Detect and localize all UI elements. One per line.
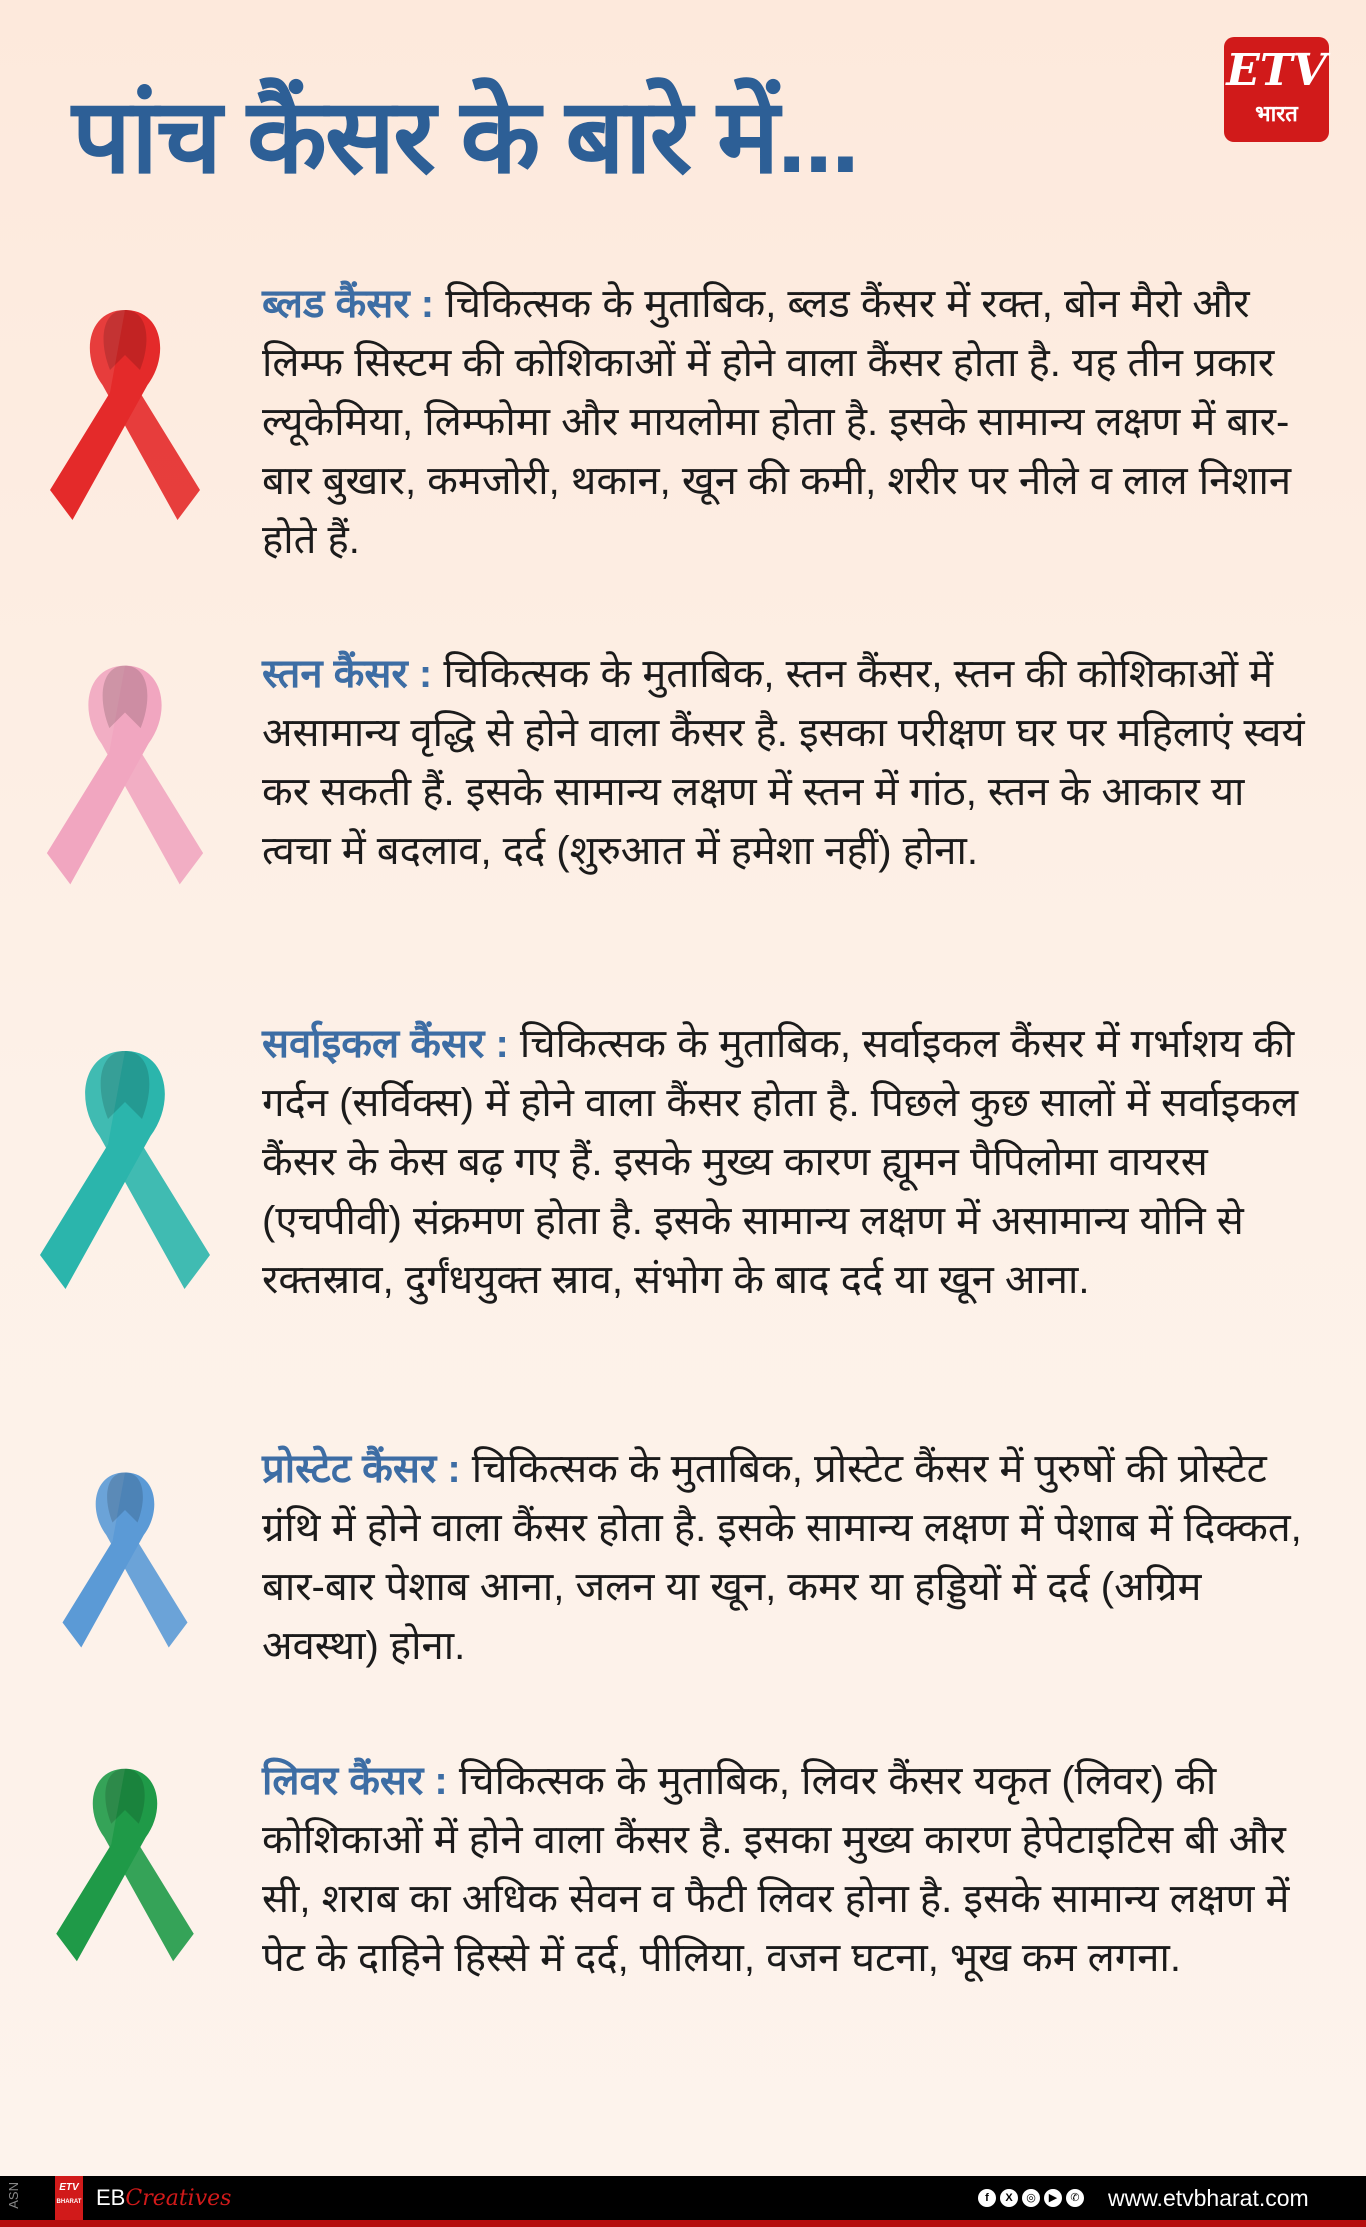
ribbon-icon [40, 295, 210, 535]
instagram-icon[interactable]: ◎ [1022, 2189, 1040, 2207]
etv-bharat-logo [1224, 37, 1329, 142]
section-text [262, 275, 1322, 570]
footer-logo-sub: BHARAT [56, 2199, 82, 2205]
x-icon[interactable]: X [1000, 2189, 1018, 2207]
page-title: पांच कैंसर के बारे में... [72, 79, 858, 195]
section-body: चिकित्सक के मुताबिक, सर्वाइकल कैंसर में गर्भाशय की गर्दन (सर्विक्स) में होने वाला कैंसर होता है. पिछले कुछ सालों में सर्वाइकल कैंसर के केस बढ़ गए हैं. इसके मुख्य कारण ह्यूमन पैपिलोमा वायरस (एचपीवी) संक्रमण होता है. इसके सामान्य लक्षण में असामान्य योनि से रक्तस्राव, दुर्गंधयुक्त स्राव, संभोग के बाद दर्द या खून आना. [262, 1022, 1299, 1302]
section-body: चिकित्सक के मुताबिक, ब्लड कैंसर में रक्त, बोन मैरो और लिम्फ सिस्टम की कोशिकाओं में होने वाला कैंसर होता है. यह तीन प्रकार ल्यूकेमिया, लिम्फोमा और मायलोमा होता है. इसके सामान्य लक्षण में बार-बार बुखार, कमजोरी, थकान, खून की कमी, शरीर पर नीले व लाल निशान होते हैं. [262, 282, 1292, 562]
section-label: लिवर कैंसर : [262, 1759, 448, 1803]
section-body: चिकित्सक के मुताबिक, लिवर कैंसर यकृत (लिवर) की कोशिकाओं में होने वाला कैंसर है. इसका मुख्य कारण हेपेटाइटिस बी और सी, शराब का अधिक सेवन व फैटी लिवर होना है. इसके सामान्य लक्षण में पेट के दाहिने हिस्से में दर्द, पीलिया, वजन घटना, भूख कम लगना. [262, 1759, 1290, 1980]
whatsapp-icon[interactable]: ✆ [1066, 2189, 1084, 2207]
creatives-text: Creatives [125, 2186, 232, 2211]
ribbon-icon [40, 1020, 210, 1320]
website-link[interactable]: www.etvbharat.com [1108, 2185, 1309, 2211]
eb-text: EB [96, 2185, 126, 2210]
section-text [262, 1752, 1322, 1988]
section-label: प्रोस्टेट कैंसर : [262, 1447, 461, 1491]
footer-logo [55, 2176, 83, 2220]
facebook-icon[interactable]: f [978, 2189, 996, 2207]
youtube-icon[interactable]: ▶ [1044, 2189, 1062, 2207]
section-body: चिकित्सक के मुताबिक, स्तन कैंसर, स्तन की कोशिकाओं में असामान्य वृद्धि से होने वाला कैंसर है. इसका परीक्षण घर पर महिलाएं स्वयं कर सकती हैं. इसके सामान्य लक्षण में स्तन में गांठ, स्तन के आकार या त्वचा में बदलाव, दर्द (शुरुआत में हमेशा नहीं) होना. [262, 652, 1305, 873]
logo-text: ETV [1226, 45, 1327, 96]
section-body: चिकित्सक के मुताबिक, प्रोस्टेट कैंसर में पुरुषों की प्रोस्टेट ग्रंथि में होने वाला कैंसर होता है. इसके सामान्य लक्षण में पेशाब में दिक्कत, बार-बार पेशाब आना, जलन या खून, कमर या हड्डियों में दर्द (अग्रिम अवस्था) होना. [262, 1447, 1302, 1668]
section-label: ब्लड कैंसर : [262, 282, 435, 326]
eb-creatives [96, 2185, 231, 2211]
ribbon-icon [40, 650, 210, 900]
logo-subtext: भारत [1255, 101, 1298, 126]
footer-red-strip [0, 2220, 1366, 2227]
section-text [262, 1015, 1322, 1310]
footer [0, 2176, 1366, 2227]
asn-label: ASN [6, 2182, 21, 2209]
ribbon-icon [40, 1755, 210, 1975]
section-label: स्तन कैंसर : [262, 652, 433, 696]
social-icons [978, 2189, 1084, 2207]
ribbon-icon [40, 1460, 210, 1660]
section-label: सर्वाइकल कैंसर : [262, 1022, 509, 1066]
section-text [262, 645, 1322, 881]
section-text [262, 1440, 1322, 1676]
footer-logo-text: ETV [59, 2182, 79, 2193]
